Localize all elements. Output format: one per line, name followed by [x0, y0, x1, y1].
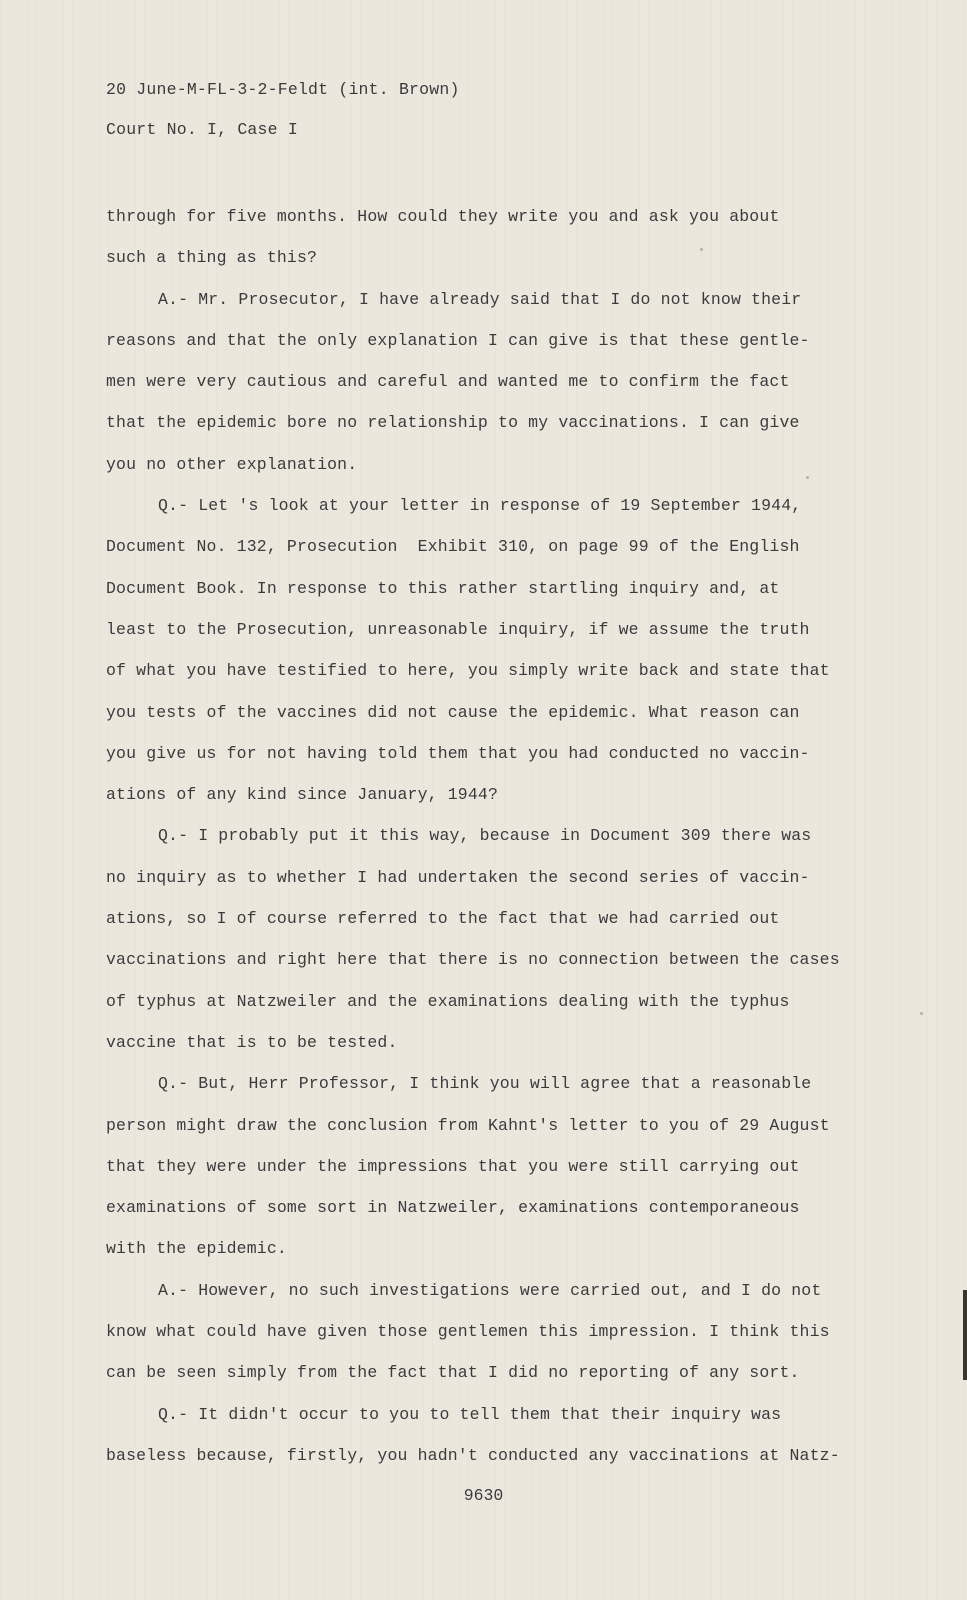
body-line: reasons and that the only explanation I can give is that these gentle-	[106, 330, 810, 350]
paper-spot	[920, 1012, 923, 1015]
header-line-1: 20 June-M-FL-3-2-Feldt (int. Brown)	[106, 80, 460, 99]
body-line: you no other explanation.	[106, 454, 358, 474]
body-line: Q.- Let 's look at your letter in response of 19 September 1944,	[158, 496, 802, 516]
body-line: person might draw the conclusion from Kahnt's letter to you of 29 August	[106, 1115, 830, 1135]
body-line: of what you have testified to here, you simply write back and state that	[106, 661, 830, 681]
body-line: vaccine that is to be tested.	[106, 1032, 398, 1052]
paper-spot	[700, 248, 703, 251]
body-line: that they were under the impressions that you were still carrying out	[106, 1156, 800, 1176]
body-line: A.- However, no such investigations were carried out, and I do not	[158, 1280, 822, 1300]
body-line: baseless because, firstly, you hadn't conducted any vaccinations at Natz-	[106, 1445, 840, 1465]
body-line: Q.- It didn't occur to you to tell them that their inquiry was	[158, 1404, 782, 1424]
transcript-body	[106, 196, 866, 1476]
body-line: ations of any kind since January, 1944?	[106, 785, 499, 805]
body-line: you tests of the vaccines did not cause the epidemic. What reason can	[106, 702, 800, 722]
body-line: can be seen simply from the fact that I did no reporting of any sort.	[106, 1363, 800, 1383]
body-line: Document No. 132, Prosecution Exhibit 310, on page 99 of the English	[106, 537, 800, 557]
body-line: Q.- But, Herr Professor, I think you will agree that a reasonable	[158, 1074, 812, 1094]
body-line: examinations of some sort in Natzweiler, examinations contemporaneous	[106, 1198, 800, 1218]
body-line: you give us for not having told them that you had conducted no vaccin-	[106, 743, 810, 763]
body-line: through for five months. How could they write you and ask you about	[106, 207, 780, 226]
body-line: ations, so I of course referred to the fact that we had carried out	[106, 909, 780, 929]
body-line: such a thing as this?	[106, 248, 318, 268]
body-line: with the epidemic.	[106, 1239, 287, 1259]
transcript-header	[106, 70, 460, 150]
page-edge-mark	[963, 1290, 967, 1380]
body-line: know what could have given those gentlemen this impression. I think this	[106, 1322, 830, 1342]
header-line-2: Court No. I, Case I	[106, 120, 298, 139]
body-line: of typhus at Natzweiler and the examinations dealing with the typhus	[106, 991, 790, 1011]
body-line: Q.- I probably put it this way, because in Document 309 there was	[158, 826, 812, 846]
page-number: 9630	[463, 1486, 504, 1505]
body-line: Document Book. In response to this rather startling inquiry and, at	[106, 578, 780, 598]
body-line: vaccinations and right here that there is no connection between the cases	[106, 950, 840, 970]
body-line: men were very cautious and careful and wanted me to confirm the fact	[106, 372, 790, 392]
body-line: least to the Prosecution, unreasonable inquiry, if we assume the truth	[106, 619, 810, 639]
body-line: that the epidemic bore no relationship to my vaccinations. I can give	[106, 413, 800, 433]
paper-spot	[806, 476, 809, 479]
body-line: no inquiry as to whether I had undertaken the second series of vaccin-	[106, 867, 810, 887]
body-line: A.- Mr. Prosecutor, I have already said that I do not know their	[158, 289, 802, 309]
